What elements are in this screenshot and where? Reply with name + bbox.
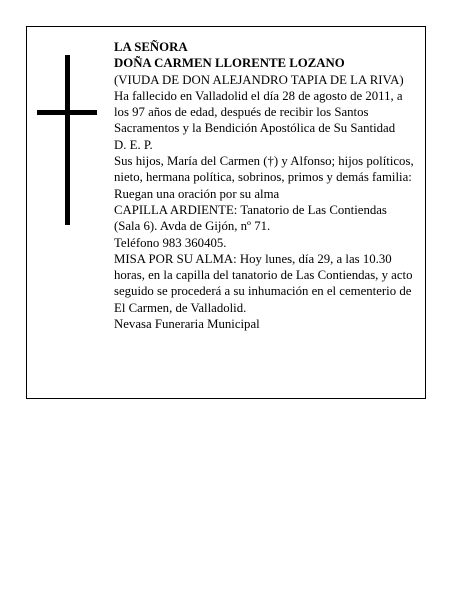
widow-of-line: (VIUDA DE DON ALEJANDRO TAPIA DE LA RIVA): [114, 72, 404, 87]
death-announcement: Ha fallecido en Valladolid el día 28 de agosto de 2011, a los 97 años de edad, después de recibir los Santos Sacramentos y la Bendición Apostólica de Su Santidad: [114, 88, 403, 136]
chapel-info: CAPILLA ARDIENTE: Tanatorio de Las Contiendas (Sala 6). Avda de Gijón, nº 71.: [114, 202, 387, 234]
dep-line: D. E. P.: [114, 137, 153, 152]
obituary-notice: [26, 26, 426, 399]
notice-text: [114, 39, 414, 332]
notice-heading: LA SEÑORA: [114, 40, 188, 54]
mass-info: MISA POR SU ALMA: Hoy lunes, día 29, a las 10.30 horas, en la capilla del tanatorio de Las Contiendas, y acto seguido se procederá a su inhumación en el cementerio de El Carmen, de Valladolid.: [114, 251, 413, 315]
cross-icon: [37, 55, 97, 225]
phone-line: Teléfono 983 360405.: [114, 235, 227, 250]
family-line: Sus hijos, María del Carmen (†) y Alfonso; hijos políticos, nieto, hermana política, sobrinos, primos y demás familia:: [114, 154, 414, 185]
deceased-name: DOÑA CARMEN LLORENTE LOZANO: [114, 56, 345, 71]
funeral-home: Nevasa Funeraria Municipal: [114, 317, 260, 332]
cross-horizontal-bar: [37, 110, 97, 115]
prayer-line: Ruegan una oración por su alma: [114, 186, 280, 201]
cross-vertical-bar: [65, 55, 70, 225]
